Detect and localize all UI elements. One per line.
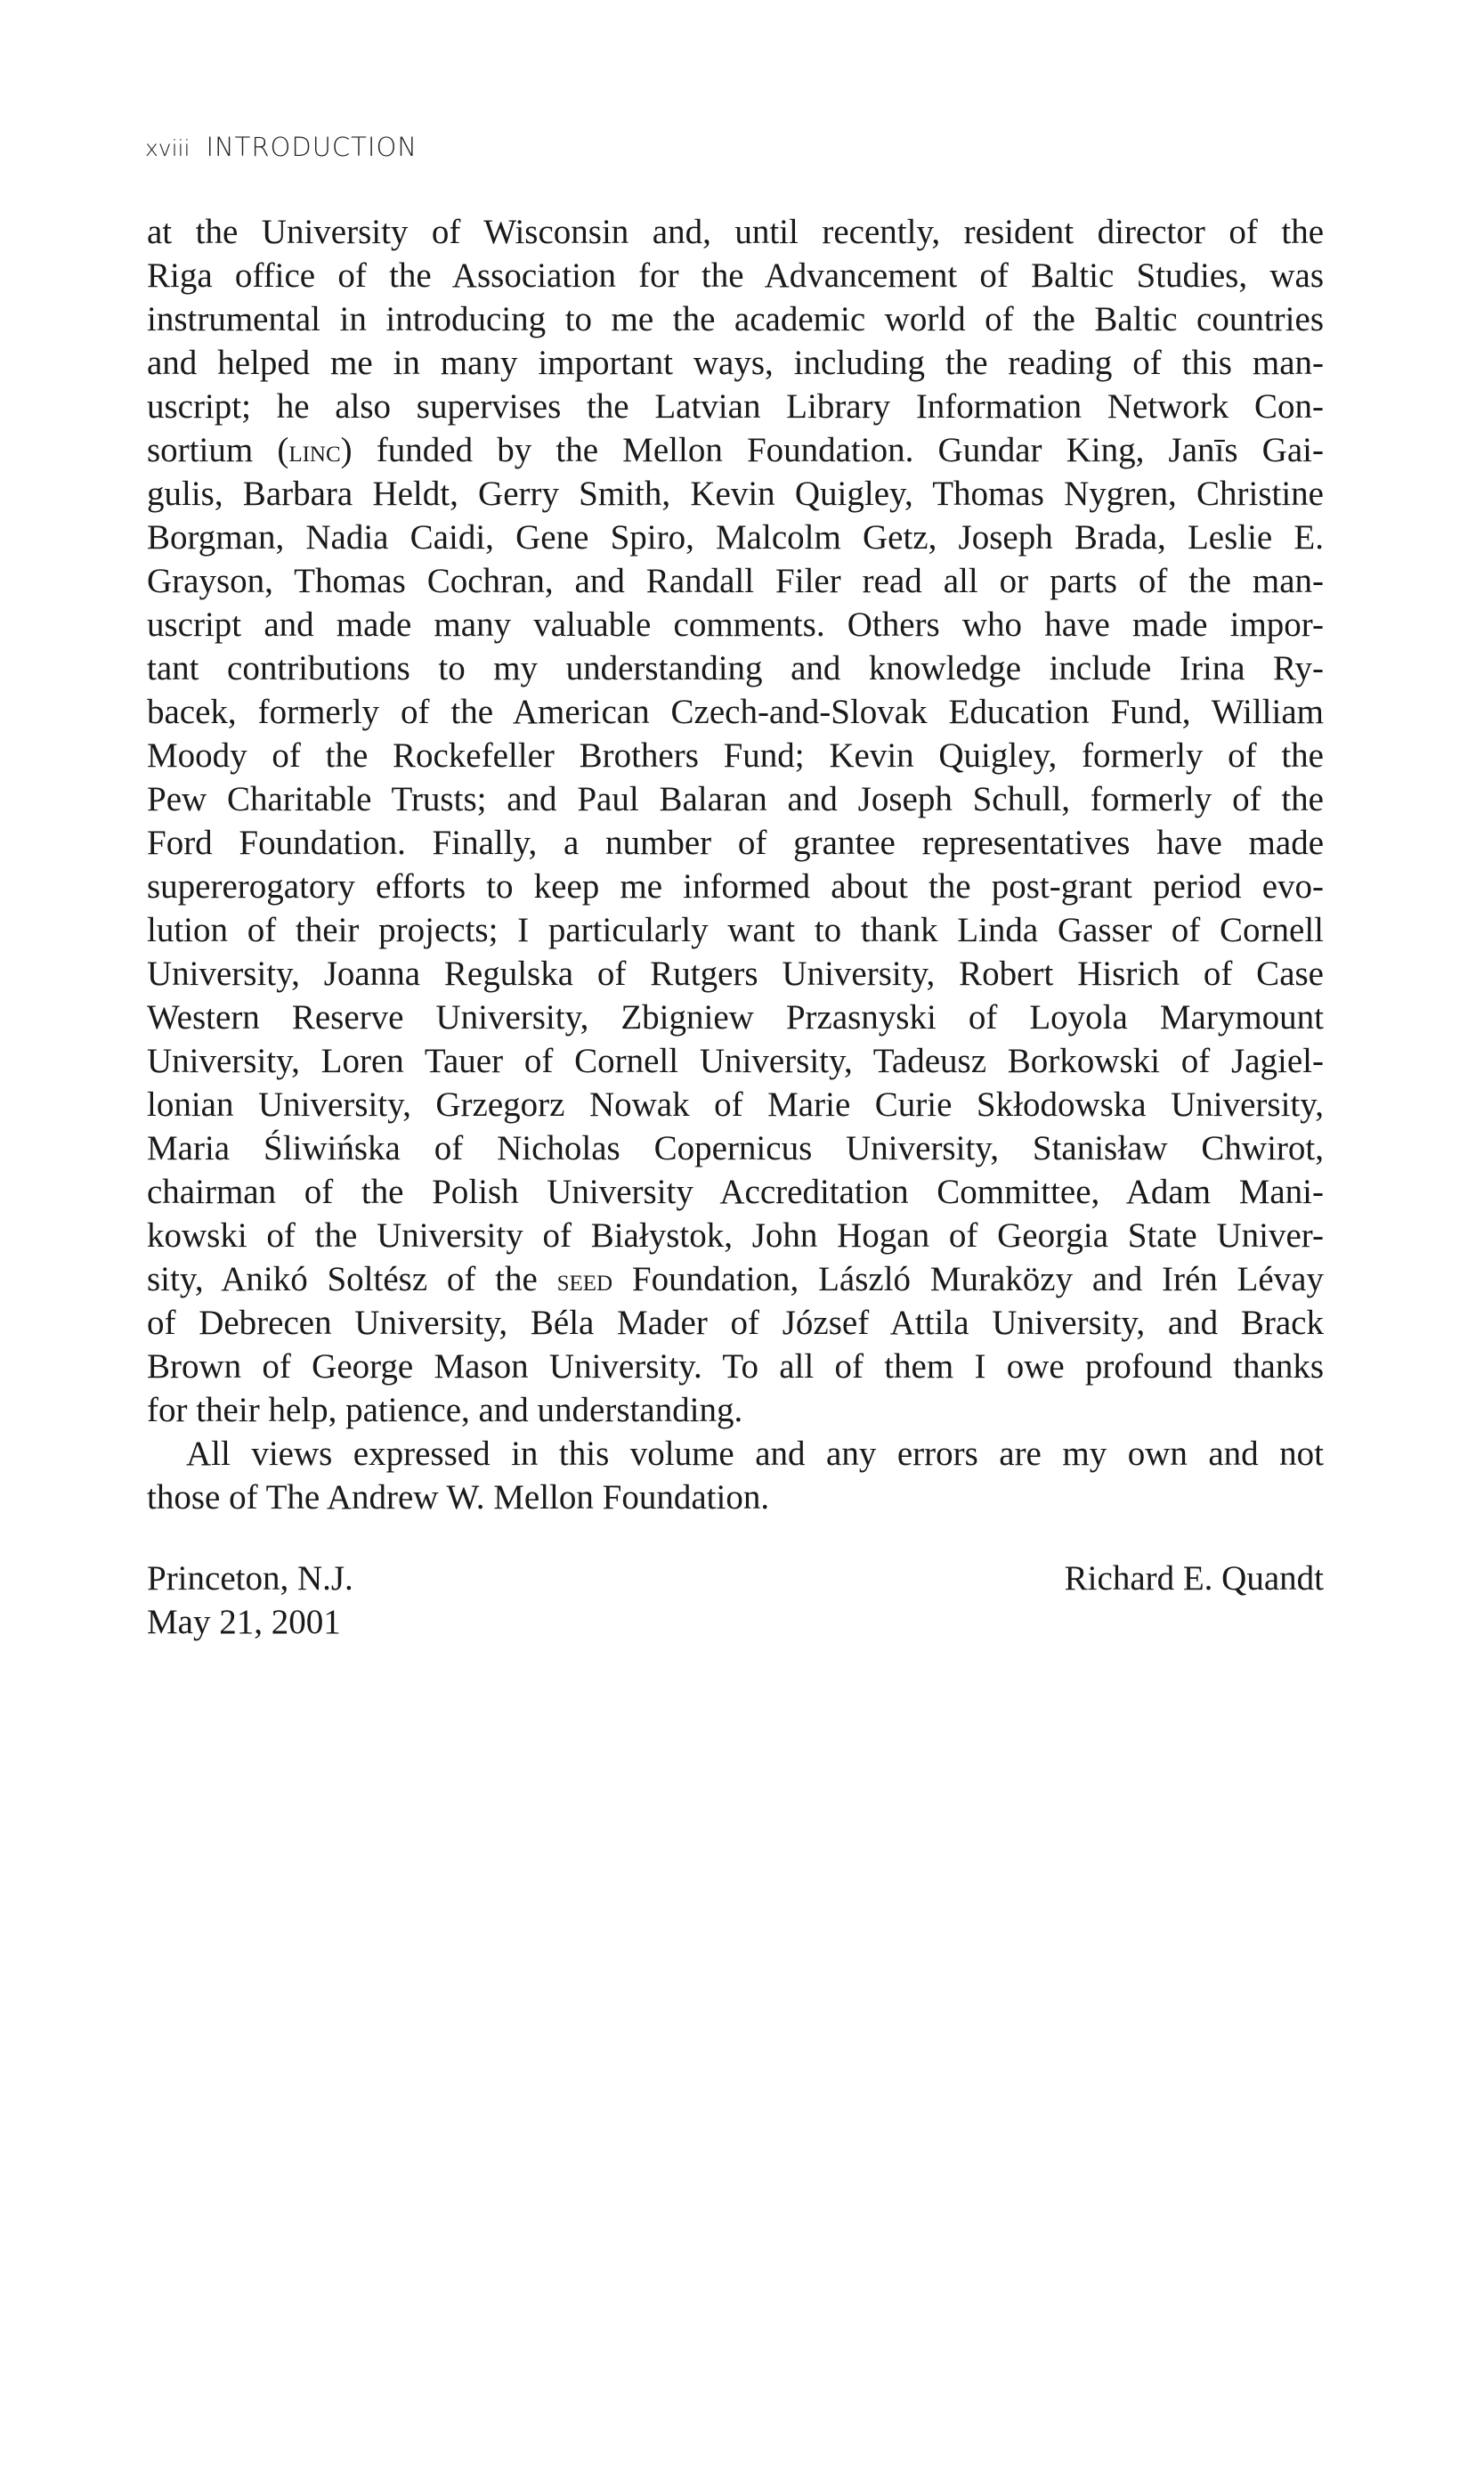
running-head xyxy=(145,134,418,162)
text-line: Western Reserve University, Zbigniew Przasnyski of Loyola Marymount xyxy=(147,998,1324,1037)
signature-date: May 21, 2001 xyxy=(147,1603,341,1641)
signature-author: Richard E. Quandt xyxy=(1064,1559,1324,1598)
text-line: Ford Foundation. Finally, a number of grantee representatives have made xyxy=(147,824,1324,862)
text-line: Pew Charitable Trusts; and Paul Balaran and Joseph Schull, formerly of the xyxy=(147,780,1324,818)
signature-place: Princeton, N.J. xyxy=(147,1559,353,1598)
text-line: Riga office of the Association for the Advancement of Baltic Studies, was xyxy=(147,256,1324,295)
text-segment: Foundation, László Muraközy and Irén Lévay xyxy=(612,1260,1324,1298)
text-line: those of The Andrew W. Mellon Foundation. xyxy=(147,1478,770,1517)
text-line: for their help, patience, and understanding. xyxy=(147,1391,743,1429)
text-line: supererogatory efforts to keep me informed about the post-grant period evo- xyxy=(147,867,1324,906)
text-line: bacek, formerly of the American Czech-and-Slovak Education Fund, William xyxy=(147,693,1324,731)
signature-block xyxy=(147,1557,1324,1644)
text-line xyxy=(147,1257,1324,1301)
text-line: of Debrecen University, Béla Mader of József Attila University, and Brack xyxy=(147,1304,1324,1342)
text-line: All views expressed in this volume and any errors are my own and not xyxy=(186,1435,1324,1473)
text-line: chairman of the Polish University Accreditation Committee, Adam Mani- xyxy=(147,1173,1324,1211)
text-line: uscript; he also supervises the Latvian Library Information Network Con- xyxy=(147,387,1324,426)
text-line: Brown of George Mason University. To all of them I owe profound thanks xyxy=(147,1347,1324,1386)
text-line: at the University of Wisconsin and, until recently, resident director of the xyxy=(147,213,1324,251)
text-line: and helped me in many important ways, including the reading of this man- xyxy=(147,344,1324,382)
paragraph-disclaimer xyxy=(147,1432,1324,1519)
text-segment: ) funded by the Mellon Foundation. Gundar King, Janīs Gai- xyxy=(340,431,1324,469)
text-line: gulis, Barbara Heldt, Gerry Smith, Kevin Quigley, Thomas Nygren, Christine xyxy=(147,475,1324,513)
text-line: Grayson, Thomas Cochran, and Randall Filer read all or parts of the man- xyxy=(147,562,1324,600)
acronym-seed: seed xyxy=(556,1262,613,1297)
text-line: lonian University, Grzegorz Nowak of Marie Curie Skłodowska University, xyxy=(147,1086,1324,1124)
text-line: Borgman, Nadia Caidi, Gene Spiro, Malcolm Getz, Joseph Brada, Leslie E. xyxy=(147,518,1324,557)
text-line: University, Loren Tauer of Cornell University, Tadeusz Borkowski of Jagiel- xyxy=(147,1042,1324,1080)
text-line: lution of their projects; I particularly want to thank Linda Gasser of Cornell xyxy=(147,911,1324,949)
text-segment: sity, Anikó Soltész of the xyxy=(147,1260,557,1298)
text-line: uscript and made many valuable comments. Others who have made impor- xyxy=(147,606,1324,644)
body-text xyxy=(147,210,1324,1644)
acronym-linc: linc xyxy=(288,433,341,468)
page-number: xviii xyxy=(145,135,191,161)
text-line: University, Joanna Regulska of Rutgers University, Robert Hisrich of Case xyxy=(147,955,1324,993)
text-line: Maria Śliwińska of Nicholas Copernicus University, Stanisław Chwirot, xyxy=(147,1129,1324,1167)
chapter-title: INTRODUCTION xyxy=(206,132,418,162)
text-line: instrumental in introducing to me the academic world of the Baltic countries xyxy=(147,300,1324,338)
text-segment: sortium ( xyxy=(147,431,289,469)
paragraph-acknowledgements xyxy=(147,210,1324,1432)
text-line xyxy=(147,428,1324,472)
text-line: kowski of the University of Białystok, John Hogan of Georgia State Univer- xyxy=(147,1216,1324,1255)
text-line: Moody of the Rockefeller Brothers Fund; Kevin Quigley, formerly of the xyxy=(147,736,1324,775)
text-line: tant contributions to my understanding and knowledge include Irina Ry- xyxy=(147,649,1324,687)
